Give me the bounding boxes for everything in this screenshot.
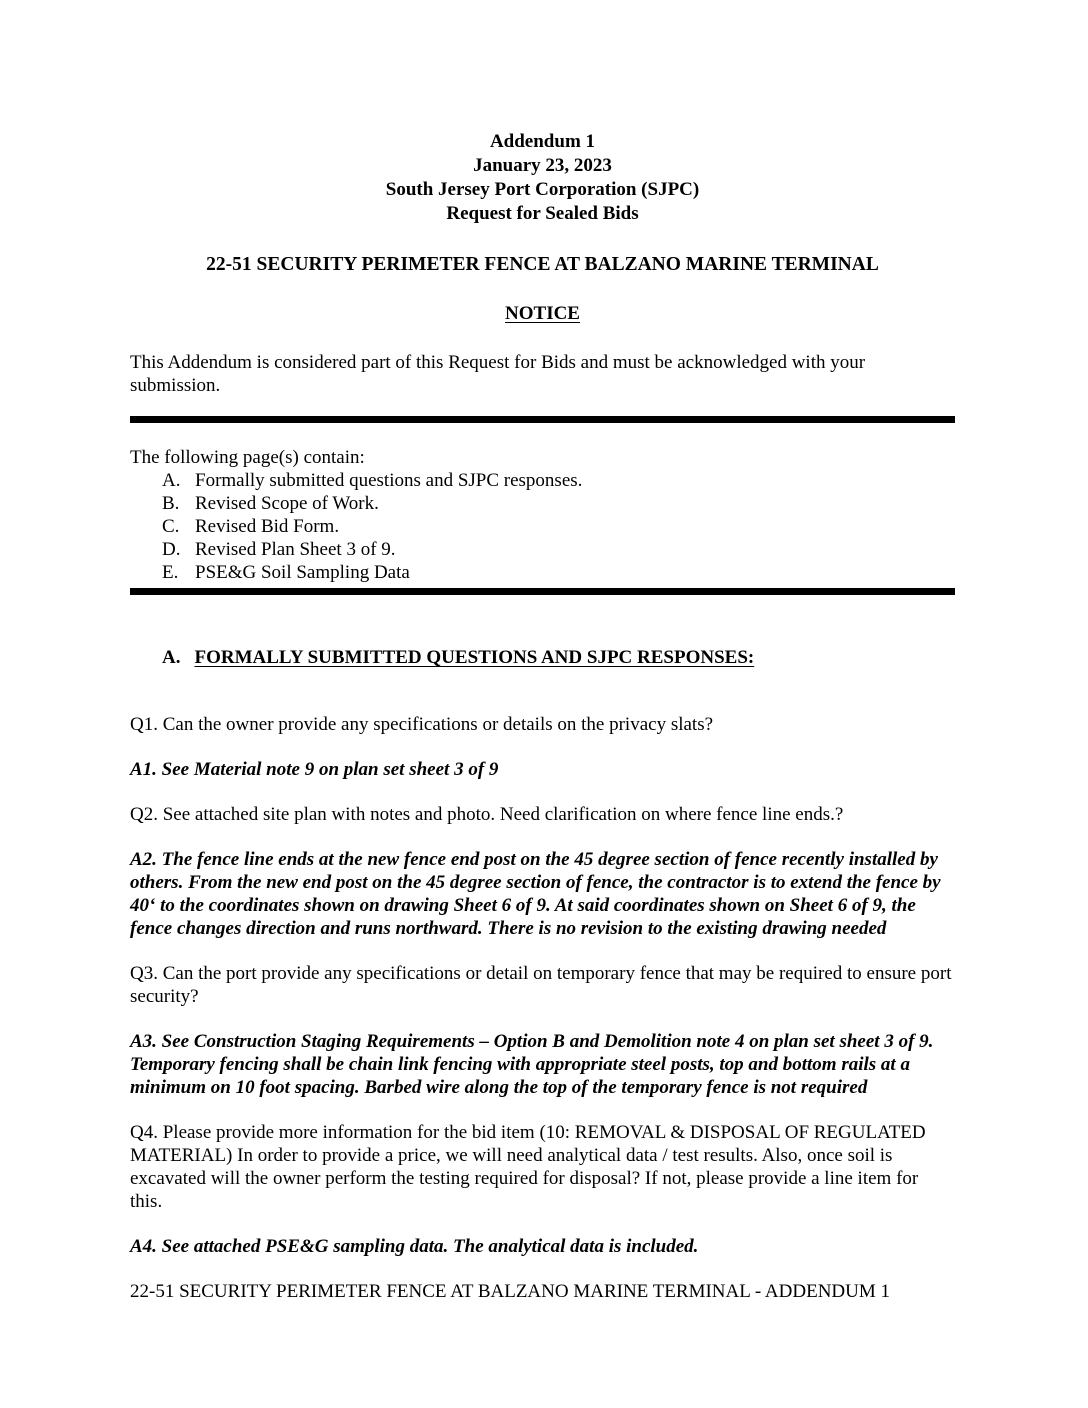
list-item-letter: D. <box>162 539 181 560</box>
section-a-heading <box>130 646 955 669</box>
list-item-text: Formally submitted questions and SJPC responses. <box>195 470 583 491</box>
question-3: Q3. Can the port provide any specifications or detail on temporary fence that may be required to ensure port security? <box>130 963 952 1007</box>
notice-heading: NOTICE <box>505 303 580 324</box>
horizontal-rule <box>130 588 955 595</box>
list-item-text: Revised Scope of Work. <box>195 493 379 514</box>
list-item-text: PSE&G Soil Sampling Data <box>195 562 410 583</box>
list-item-letter: E. <box>162 562 179 583</box>
intro-paragraph: This Addendum is considered part of this Request for Bids and must be acknowledged with your submission. <box>130 352 866 396</box>
list-item <box>130 515 955 538</box>
document-date: January 23, 2023 <box>473 155 612 176</box>
answer-3: A3. See Construction Staging Requirements – Option B and Demolition note 4 on plan set sheet 3 of 9. Temporary fencing shall be chain link fencing with appropriate steel posts, top and bottom rails at a minimum on 10 foot spacing. Barbed wire along the top of the temporary fence is not required <box>130 1031 934 1098</box>
page-footer: 22-51 SECURITY PERIMETER FENCE AT BALZANO MARINE TERMINAL - ADDENDUM 1 <box>130 1281 890 1302</box>
section-heading-text: FORMALLY SUBMITTED QUESTIONS AND SJPC RESPONSES: <box>194 647 755 668</box>
list-item-letter: A. <box>162 470 181 491</box>
answer-2: A2. The fence line ends at the new fence end post on the 45 degree section of fence recently installed by others. From the new end post on the 45 degree section of fence, the contractor is to extend the fence by 40‘ to the coordinates shown on drawing Sheet 6 of 9. At said coordinates shown on Sheet 6 of 9, the fence changes direction and runs northward. There is no revision to the existing drawing needed <box>130 849 941 939</box>
addendum-number: Addendum 1 <box>489 131 596 152</box>
page-title: 22-51 SECURITY PERIMETER FENCE AT BALZANO MARINE TERMINAL <box>206 254 879 275</box>
list-item-text: Revised Plan Sheet 3 of 9. <box>195 539 396 560</box>
list-item-text: Revised Bid Form. <box>195 516 340 537</box>
question-2: Q2. See attached site plan with notes and photo. Need clarification on where fence line ends.? <box>130 804 844 825</box>
contents-lead: The following page(s) contain: <box>130 447 365 468</box>
list-item-letter: B. <box>162 493 180 514</box>
qa-section <box>130 713 955 1258</box>
list-item <box>130 492 955 515</box>
organization-name: South Jersey Port Corporation (SJPC) <box>385 179 700 200</box>
answer-1: A1. See Material note 9 on plan set sheet 3 of 9 <box>130 759 499 780</box>
question-4: Q4. Please provide more information for the bid item (10: REMOVAL & DISPOSAL OF REGULATED MATERIAL) In order to provide a price, we will need analytical data / test results. Also, once soil is excavated will the owner perform the testing required for disposal? If not, please provide a line item for this. <box>130 1122 926 1212</box>
answer-4: A4. See attached PSE&G sampling data. The analytical data is included. <box>130 1236 699 1257</box>
list-item <box>130 561 955 584</box>
document-type: Request for Sealed Bids <box>446 203 639 224</box>
section-letter: A. <box>162 647 181 668</box>
list-item <box>130 469 955 492</box>
list-item <box>130 538 955 561</box>
horizontal-rule <box>130 416 955 423</box>
contents-list <box>130 446 955 584</box>
question-1: Q1. Can the owner provide any specifications or details on the privacy slats? <box>130 714 714 735</box>
document-header <box>130 130 955 226</box>
list-item-letter: C. <box>162 516 180 537</box>
